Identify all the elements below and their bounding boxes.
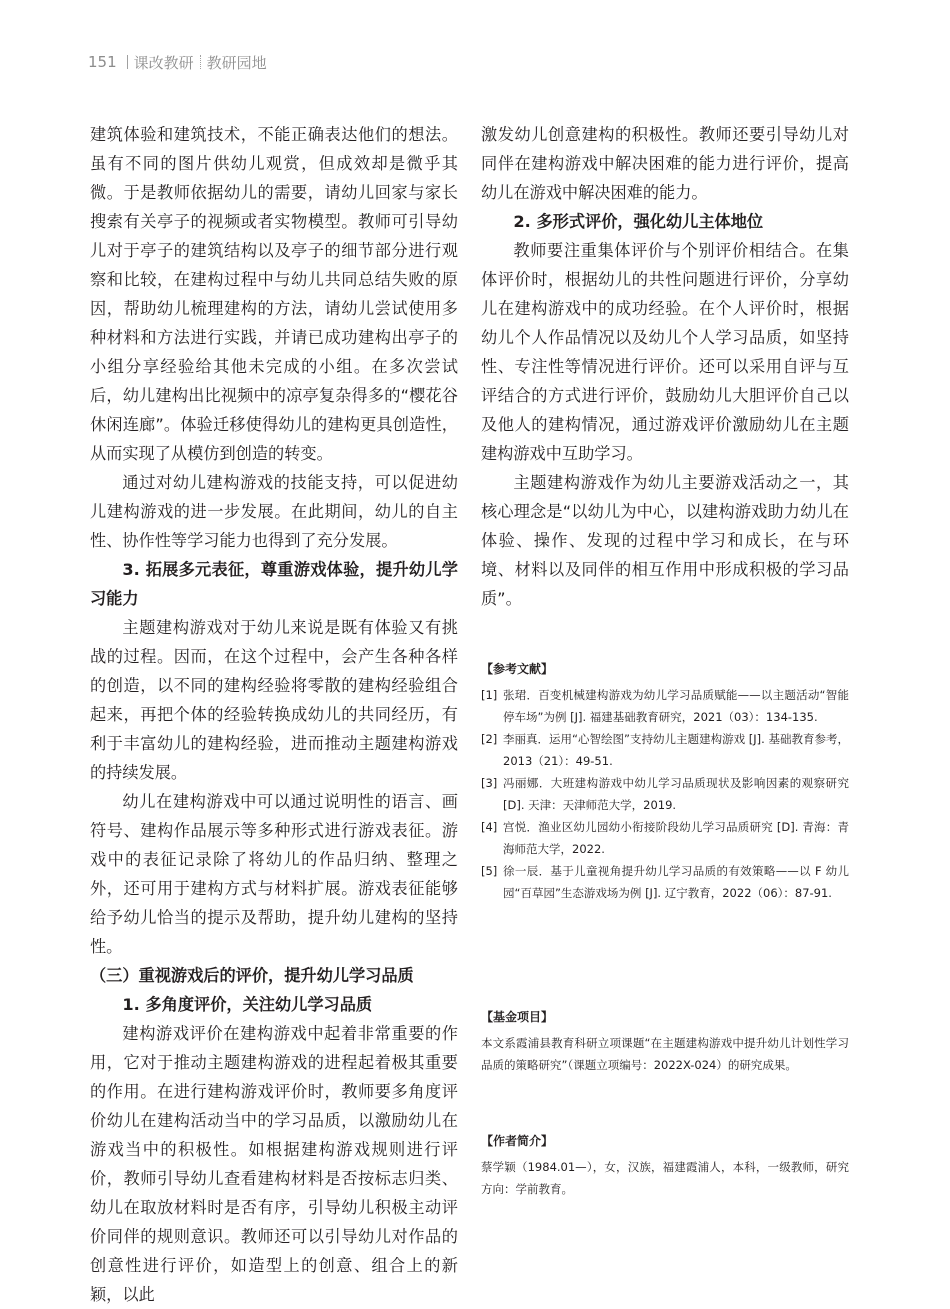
reference-number: [4] — [481, 820, 498, 834]
section-heading: （三）重视游戏后的评价，提升幼儿学习品质 — [90, 966, 414, 985]
paragraph: 幼儿在建构游戏中可以通过说明性的语言、画符号、建构作品展示等多种形式进行游戏表征。游戏中的表征记录除了将幼儿的作品归纳、整理之外，还可用于建构方式与材料扩展。游戏表征能够给予幼儿恰当的提示及帮助，提升幼儿建构的坚持性。 — [90, 792, 458, 956]
author-text: 蔡学颖（1984.01—），女，汉族，福建霞浦人，本科，一级教师，研究方向：学前教育。 — [481, 1160, 849, 1196]
reference-number: [2] — [481, 732, 498, 746]
reference-item — [481, 684, 849, 728]
reference-item — [481, 860, 849, 904]
reference-text: 冯丽娜．大班建构游戏中幼儿学习品质现状及影响因素的观察研究 [D]. 天津：天津师范大学，2019. — [503, 776, 849, 812]
header-section: 课改教研 — [133, 53, 194, 72]
references-section — [481, 658, 849, 904]
paragraph: 激发幼儿创意建构的积极性。教师还要引导幼儿对同伴在建构游戏中解决困难的能力进行评价，提高幼儿在游戏中解决困难的能力。 — [481, 125, 849, 202]
subsection-heading: 1. 多角度评价，关注幼儿学习品质 — [122, 995, 373, 1014]
subsection-heading: 3. 拓展多元表征，尊重游戏体验，提升幼儿学习能力 — [90, 560, 458, 608]
author-section — [481, 1130, 849, 1200]
reference-item — [481, 728, 849, 772]
subsection-heading: 2. 多形式评价，强化幼儿主体地位 — [513, 212, 764, 231]
right-column — [481, 120, 849, 613]
fund-section — [481, 1006, 849, 1076]
reference-item — [481, 816, 849, 860]
references-heading: 【参考文献】 — [481, 662, 554, 676]
reference-number: [3] — [481, 776, 498, 790]
reference-text: 徐一辰．基于儿童视角提升幼儿学习品质的有效策略——以 F 幼儿园“百草园”生态游戏场为例 [J]. 辽宁教育，2022（06）：87-91. — [503, 864, 849, 900]
reference-number: [1] — [481, 688, 498, 702]
running-header — [88, 52, 267, 72]
reference-item — [481, 772, 849, 816]
page-number: 151 — [88, 53, 117, 71]
fund-text: 本文系霞浦县教育科研立项课题“在主题建构游戏中提升幼儿计划性学习品质的策略研究”（课题立项编号：2022X-024）的研究成果。 — [481, 1036, 849, 1072]
reference-text: 张珺．百变机械建构游戏为幼儿学习品质赋能——以主题活动“智能停车场”为例 [J]. 福建基础教育研究，2021（03）：134-135. — [503, 688, 849, 724]
reference-text: 李丽真．运用“心智绘图”支持幼儿主题建构游戏 [J]. 基础教育参考，2013（21）：49-51. — [503, 732, 849, 768]
header-subsection: 教研园地 — [206, 53, 267, 72]
author-heading: 【作者简介】 — [481, 1134, 554, 1148]
paragraph: 教师要注重集体评价与个别评价相结合。在集体评价时，根据幼儿的共性问题进行评价，分享幼儿在建构游戏中的成功经验。在个人评价时，根据幼儿个人作品情况以及幼儿个人学习品质，如坚持性、专注性等情况进行评价。还可以采用自评与互评结合的方式进行评价，鼓励幼儿大胆评价自己以及他人的建构情况，通过游戏评价激励幼儿在主题建构游戏中互助学习。 — [481, 241, 849, 463]
fund-heading: 【基金项目】 — [481, 1010, 554, 1024]
reference-number: [5] — [481, 864, 498, 878]
paragraph: 建构游戏评价在建构游戏中起着非常重要的作用，它对于推动主题建构游戏的进程起着极其重要的作用。在进行建构游戏评价时，教师要多角度评价幼儿在建构活动当中的学习品质，以激励幼儿在游戏当中的积极性。如根据建构游戏规则进行评价，教师引导幼儿查看建构材料是否按标志归类、幼儿在取放材料时是否有序，引导幼儿积极主动评价同伴的规则意识。教师还可以引导幼儿对作品的创意性进行评价，如造型上的创意、组合上的新颖，以此 — [90, 1024, 458, 1304]
paragraph: 建筑体验和建筑技术，不能正确表达他们的想法。虽有不同的图片供幼儿观赏，但成效却是微乎其微。于是教师依据幼儿的需要，请幼儿回家与家长搜索有关亭子的视频或者实物模型。教师可引导幼儿对于亭子的建筑结构以及亭子的细节部分进行观察和比较，在建构过程中与幼儿共同总结失败的原因，帮助幼儿梳理建构的方法，请幼儿尝试使用多种材料和方法进行实践，并请已成功建构出亭子的小组分享经验给其他未完成的小组。在多次尝试后，幼儿建构出比视频中的凉亭复杂得多的“樱花谷休闲连廊”。体验迁移使得幼儿的建构更具创造性，从而实现了从模仿到创造的转变。 — [90, 125, 458, 463]
header-divider — [127, 55, 128, 69]
left-column — [90, 120, 458, 1309]
header-dotted-divider — [200, 55, 201, 69]
paragraph: 主题建构游戏对于幼儿来说是既有体验又有挑战的过程。因而，在这个过程中，会产生各种各样的创造，以不同的建构经验将零散的建构经验组合起来，再把个体的经验转换成幼儿的共同经历，有利于丰富幼儿的建构经验，进而推动主题建构游戏的持续发展。 — [90, 618, 458, 782]
reference-text: 宫悦．渔业区幼儿园幼小衔接阶段幼儿学习品质研究 [D]. 青海：青海师范大学，2022. — [503, 820, 849, 856]
paragraph: 通过对幼儿建构游戏的技能支持，可以促进幼儿建构游戏的进一步发展。在此期间，幼儿的自主性、协作性等学习能力也得到了充分发展。 — [90, 473, 458, 550]
paragraph: 主题建构游戏作为幼儿主要游戏活动之一，其核心理念是“以幼儿为中心，以建构游戏助力幼儿在体验、操作、发现的过程中学习和成长，在与环境、材料以及同伴的相互作用中形成积极的学习品质”。 — [481, 473, 849, 608]
